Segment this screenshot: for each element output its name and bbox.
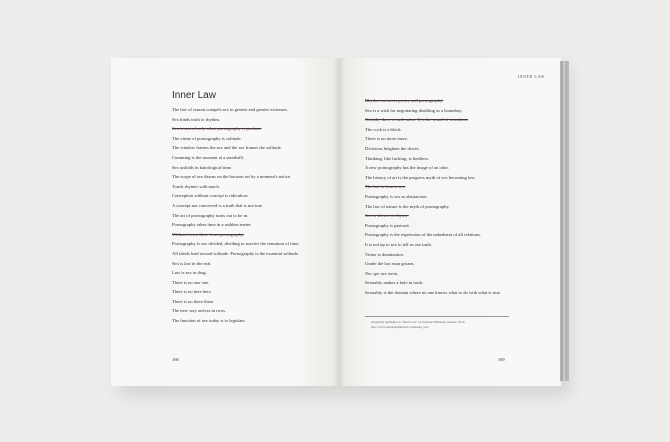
footnote: Originally published as "Inner Law" on National Philistine website, 2012, http://www.nationalphilistine.com/inner_law/ bbox=[371, 320, 466, 329]
left-page-number: 168 bbox=[172, 357, 179, 362]
text-line: Sex binds truth to rhythm. bbox=[172, 116, 221, 122]
right-page-text bbox=[365, 96, 517, 297]
text-line: A new pornography has the image of an odor. bbox=[365, 165, 449, 171]
running-head: INNER LAW bbox=[517, 74, 545, 79]
left-page-text bbox=[172, 105, 322, 326]
text-line: The cock is a block. bbox=[365, 126, 402, 132]
text-line: Pornography is sex as abstraction. bbox=[365, 193, 428, 199]
text-line: Sexuality makes a hole in truth. bbox=[365, 280, 424, 286]
text-line: Sex unfolds in kairological time. bbox=[172, 164, 233, 170]
text-line: Under the law man groans. bbox=[365, 261, 415, 267]
text-line: Sexuality is the domain where no one knows what to do with what is true. bbox=[365, 289, 501, 295]
text-line: Sex is a wish for negotiating doubling as a boundary. bbox=[365, 107, 463, 113]
text-line: There is no one one. bbox=[172, 279, 210, 285]
text-line: Sex is silence in rhyme. bbox=[365, 213, 409, 219]
text-line: Pornography is sex divided, dividing to survive the sensation of time. bbox=[172, 241, 300, 247]
text-line: The law of nature is the myth of pornography. bbox=[365, 203, 450, 209]
text-line: The function of sex today is to legislate. bbox=[172, 318, 246, 324]
page-edges bbox=[560, 61, 569, 381]
text-line: The scope of sex dawns on the horizon set by a moment's notice. bbox=[172, 174, 292, 180]
text-line: The art of pornography turns out to be in. bbox=[172, 212, 249, 218]
text-line: There is no here here. bbox=[172, 289, 212, 295]
text-line: Virtue is domination. bbox=[365, 251, 404, 257]
text-line: Touch rhymes with much. bbox=[172, 183, 220, 189]
text-line: The law of reason compels sex to greater and greater extremes. bbox=[172, 107, 288, 112]
text-line: The history of art is the progress myth of sex becoming law. bbox=[365, 174, 476, 180]
chapter-title: Inner Law bbox=[172, 90, 216, 101]
text-line: Conception without concept is ridiculous. bbox=[172, 193, 249, 199]
text-line: Pornography is the expression of the nakedness of all relations. bbox=[365, 232, 482, 238]
text-line: Cumming is the moment at a standstill. bbox=[172, 154, 245, 160]
text-line: Law is sex in drag. bbox=[172, 270, 207, 276]
text-line: Outside, there is such noise. It is the sound of sensation. bbox=[365, 117, 468, 123]
text-line: A concept not conceived is a truth that is not true. bbox=[172, 202, 264, 208]
text-line: Thinking, like fucking, is bodiless. bbox=[365, 155, 429, 161]
text-line: Sex is sacred only when pornography is profane. bbox=[172, 126, 262, 132]
text-line: Pornography takes time in a ruthless meter. bbox=[172, 222, 252, 228]
text-line: The virtue of pornography is solitude. bbox=[172, 135, 242, 141]
text-line: Pornography is pastoral. bbox=[365, 222, 410, 228]
text-line: Without terror there is no pornography. bbox=[172, 231, 244, 237]
text-line: Rhythm connects poetry and pornography. bbox=[365, 98, 444, 103]
text-line: The law is frozen sex. bbox=[365, 184, 406, 190]
text-line: There is no more more. bbox=[365, 136, 408, 142]
book-gutter bbox=[333, 58, 345, 386]
right-page-number: 169 bbox=[498, 357, 505, 362]
text-line: There is no there there. bbox=[172, 298, 215, 304]
text-line: It is not up to sex to tell us our truth. bbox=[365, 241, 432, 247]
footnote-rule bbox=[365, 316, 509, 317]
text-line: Nec spe nec metu. bbox=[365, 270, 399, 276]
text-line: Sex is law in the real. bbox=[172, 260, 212, 266]
text-line: The new way arrives in twos. bbox=[172, 308, 227, 314]
text-line: The window frames the sex and the sex frames the solitude. bbox=[172, 145, 282, 151]
text-line: Divisions heighten the drives. bbox=[365, 145, 420, 151]
text-line: All ideals lead toward solitude. Pornography is the essential solitude. bbox=[172, 250, 299, 256]
